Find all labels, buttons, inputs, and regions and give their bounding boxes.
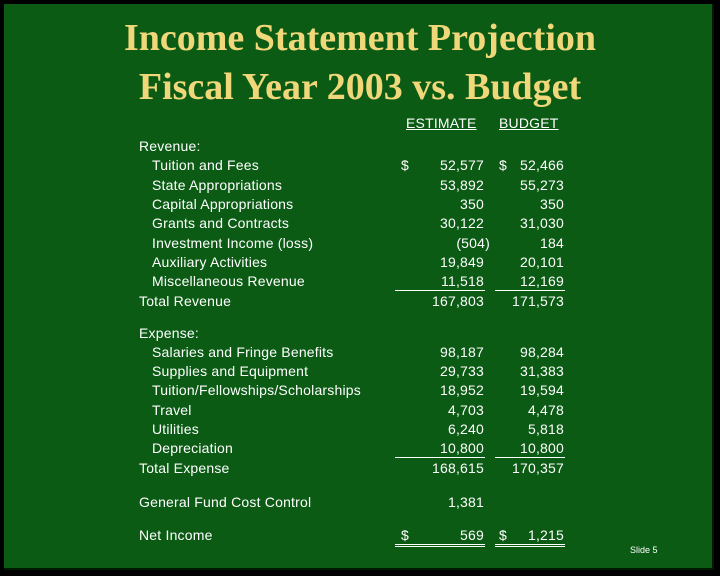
row-label: Utilities [152,421,199,437]
estimate-value: 569 [460,527,484,543]
budget-value: 184 [540,235,564,251]
budget-value: 12,169 [519,273,564,289]
budget-value: 5,818 [527,421,564,437]
budget-value: 10,800 [519,440,564,456]
estimate-value: 1,381 [447,494,484,510]
currency-sign: $ [401,527,409,543]
row-label: Investment Income (loss) [152,235,314,251]
budget-value: 1,215 [527,527,564,543]
net-income-rule-budget-2 [495,546,565,547]
currency-sign: $ [499,157,507,173]
budget-value: 4,478 [527,402,564,418]
slide-number: Slide 5 [630,545,658,555]
estimate-value: 98,187 [439,344,484,360]
estimate-value: 10,800 [439,440,484,456]
budget-value: 31,383 [519,363,564,379]
expense-header: Expense: [139,325,199,341]
estimate-column-header: ESTIMATE [406,115,477,131]
estimate-value: 19,849 [439,254,484,270]
estimate-value: 53,892 [439,177,484,193]
estimate-value: 167,803 [431,293,484,309]
budget-value: 55,273 [519,177,564,193]
currency-sign: $ [401,157,409,173]
budget-value: 98,284 [519,344,564,360]
row-label: Tuition/Fellowships/Scholarships [152,382,361,398]
budget-value: 19,594 [519,382,564,398]
row-label: Total Expense [139,460,230,476]
row-label: Miscellaneous Revenue [152,273,305,289]
budget-value: 171,573 [511,293,564,309]
budget-value: 350 [540,196,564,212]
row-label: Depreciation [152,440,233,456]
net-income-rule-estimate-1 [395,544,485,545]
estimate-value: 4,703 [447,402,484,418]
row-label: Travel [152,402,192,418]
revenue-header: Revenue: [139,138,201,154]
revenue-subtotal-rule-estimate [395,290,485,291]
currency-sign: $ [499,527,507,543]
budget-value: 170,357 [511,460,564,476]
budget-value: 31,030 [519,215,564,231]
row-label: Supplies and Equipment [152,363,309,379]
budget-value: 52,466 [519,157,564,173]
budget-column-header: BUDGET [499,115,559,131]
row-label: Capital Appropriations [152,196,294,212]
estimate-value: 30,122 [439,215,484,231]
revenue-subtotal-rule-budget [495,290,565,291]
row-label: Salaries and Fringe Benefits [152,344,334,360]
estimate-value: 11,518 [441,273,484,289]
estimate-value: 52,577 [439,157,484,173]
estimate-value: 29,733 [439,363,484,379]
row-label: Net Income [139,527,213,543]
estimate-value: (504) [456,235,490,251]
net-income-rule-budget-1 [495,544,565,545]
slide-title-line2: Fiscal Year 2003 vs. Budget [138,66,582,108]
estimate-value: 168,615 [431,460,484,476]
row-label: Auxiliary Activities [152,254,268,270]
estimate-value: 350 [460,196,484,212]
net-income-rule-estimate-2 [395,546,485,547]
expense-subtotal-rule-budget [495,457,565,458]
row-label: Grants and Contracts [152,215,290,231]
estimate-value: 18,952 [439,382,484,398]
row-label: State Appropriations [152,177,283,193]
row-label: Tuition and Fees [152,157,259,173]
budget-value: 20,101 [519,254,564,270]
row-label: Total Revenue [139,293,232,309]
row-label: General Fund Cost Control [139,494,312,510]
slide-title-line1: Income Statement Projection [123,17,597,59]
expense-subtotal-rule-estimate [395,457,485,458]
estimate-value: 6,240 [447,421,484,437]
